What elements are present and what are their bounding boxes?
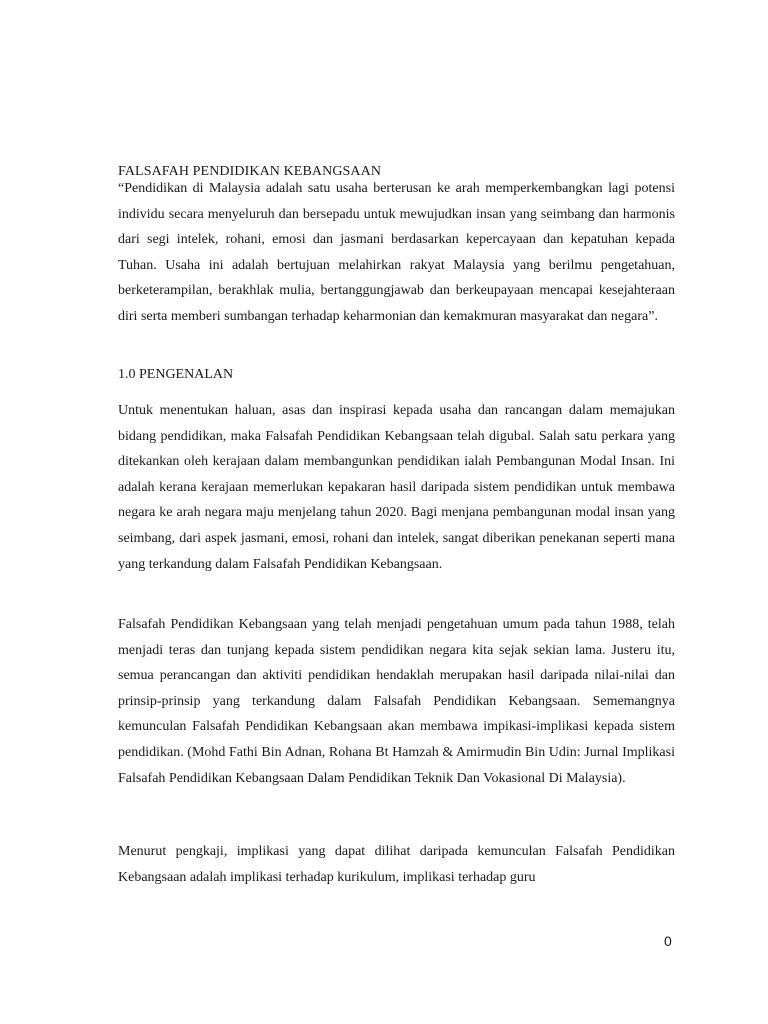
philosophy-quote: “Pendidikan di Malaysia adalah satu usaha berterusan ke arah memperkembangkan lagi potensi individu secara menyeluruh dan bersepadu untuk mewujudkan insan yang seimbang dan harmonis dari segi intelek, rohani, emosi dan jasmani berdasarkan kepercayaan dan kepatuhan kepada Tuhan. Usaha ini adalah bertujuan melahirkan rakyat Malaysia yang berilmu pengetahuan, berketerampilan, berakhlak mulia, bertanggungjawab dan berkeupayaan mencapai kesejahteraan diri serta memberi sumbangan terhadap keharmonian dan kemakmuran masyarakat dan negara”.: [118, 181, 675, 324]
paragraph-3: Menurut pengkaji, implikasi yang dapat dilihat daripada kemunculan Falsafah Pendidikan Kebangsaan adalah implikasi terhadap kurikulum, implikasi terhadap guru: [118, 844, 675, 885]
paragraph-1: Untuk menentukan haluan, asas dan inspirasi kepada usaha dan rancangan dalam memajukan bidang pendidikan, maka Falsafah Pendidikan Kebangsaan telah digubal. Salah satu perkara yang ditekankan oleh kerajaan dalam membangunkan pendidikan ialah Pembangunan Modal Insan. Ini adalah kerana kerajaan memerlukan kepakaran hasil daripada sistem pendidikan untuk membawa negara ke arah negara maju menjelang tahun 2020. Bagi menjana pembangunan modal insan yang seimbang, dari aspek jasmani, emosi, rohani dan intelek, sangat diberikan penekanan seperti mana yang terkandung dalam Falsafah Pendidikan Kebangsaan.: [118, 403, 675, 572]
paragraph-2: Falsafah Pendidikan Kebangsaan yang telah menjadi pengetahuan umum pada tahun 1988, telah menjadi teras dan tunjang kepada sistem pendidikan negara kita sejak sekian lama. Justeru itu, semua perancangan dan aktiviti pendidikan hendaklah merupakan hasil daripada nilai-nilai dan prinsip-prinsip yang terkandung dalam Falsafah Pendidikan Kebangsaan. Sememangnya kemunculan Falsafah Pendidikan Kebangsaan akan membawa impikasi-implikasi kepada sistem pendidikan. (Mohd Fathi Bin Adnan, Rohana Bt Hamzah & Amirmudin Bin Udin: Jurnal Implikasi Falsafah Pendidikan Kebangsaan Dalam Pendidikan Teknik Dan Vokasional Di Malaysia).: [118, 617, 675, 786]
document-title: FALSAFAH PENDIDIKAN KEBANGSAAN: [118, 164, 382, 179]
page-number: 0: [664, 933, 672, 949]
section-heading: 1.0 PENGENALAN: [118, 367, 234, 382]
